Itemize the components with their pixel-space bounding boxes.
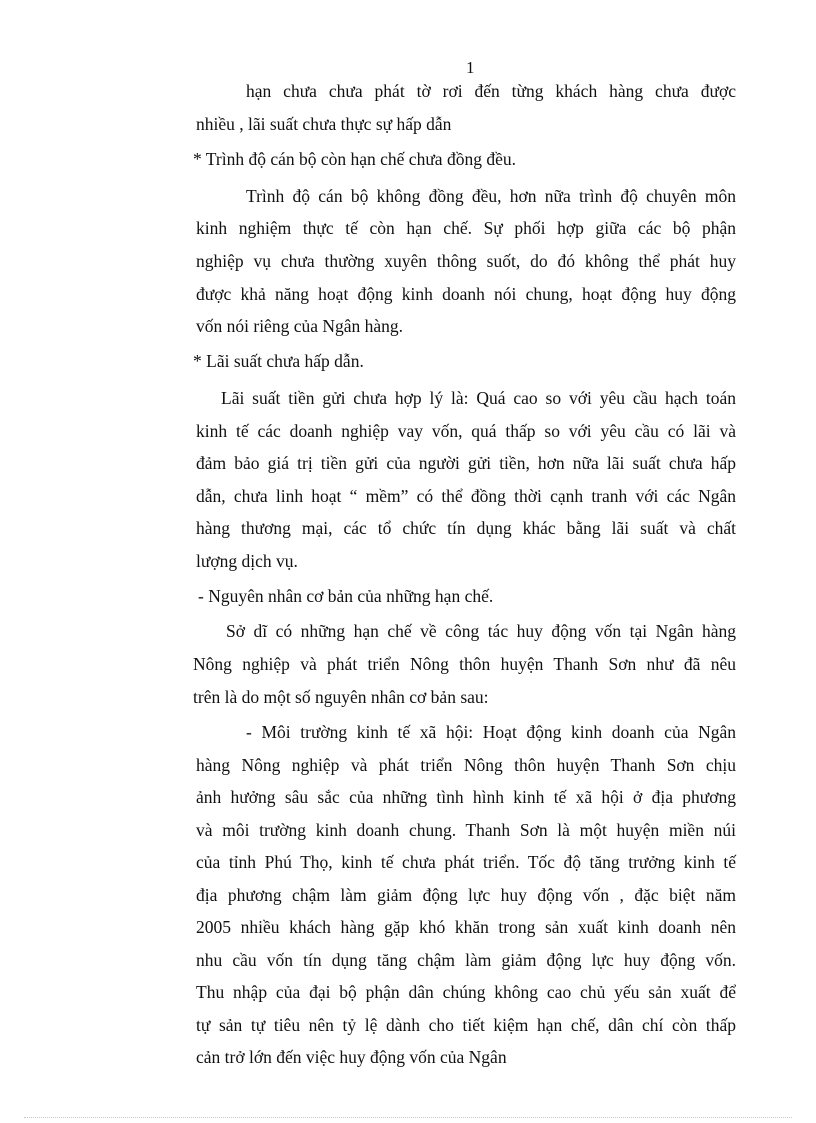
text-line: Lãi suất tiền gửi chưa hợp lý là: Quá cao so với yêu cầu hạch toán <box>221 388 736 408</box>
text-line: Sở dĩ có những hạn chế về công tác huy động vốn tại Ngân hàng <box>226 621 736 641</box>
text-line: Trình độ cán bộ không đồng đều, hơn nữa trình độ chuyên môn <box>246 186 736 206</box>
text-line: dẫn, chưa linh hoạt “ mềm” có thể đồng thời cạnh tranh với các Ngân <box>196 486 736 506</box>
text-line: - Môi trường kinh tế xã hội: Hoạt động kinh doanh của Ngân <box>246 722 736 742</box>
text-line: nhu cầu vốn tín dụng tăng chậm làm giảm động lực huy động vốn. <box>196 950 736 970</box>
text-line: nghiệp vụ chưa thường xuyên thông suốt, do đó không thể phát huy <box>196 251 736 271</box>
section-heading: * Lãi suất chưa hấp dẫn. <box>193 351 364 371</box>
page-number: 1 <box>466 58 475 77</box>
text-line: vốn nói riêng của Ngân hàng. <box>196 316 404 336</box>
text-line: hàng thương mại, các tổ chức tín dụng khác bằng lãi suất và chất <box>196 518 736 538</box>
text-line: ảnh hưởng sâu sắc của những tình hình kinh tế xã hội ở địa phương <box>196 787 736 807</box>
text-line: Nông nghiệp và phát triển Nông thôn huyện Thanh Sơn như đã nêu <box>193 654 736 674</box>
text-line: tự sản tự tiêu nên tỷ lệ dành cho tiết kiệm hạn chế, dân chí còn thấp <box>196 1015 736 1035</box>
text-line: nhiều , lãi suất chưa thực sự hấp dẫn <box>196 114 452 134</box>
text-line: kinh nghiệm thực tế còn hạn chế. Sự phối hợp giữa các bộ phận <box>196 218 736 238</box>
text-line: địa phương chậm làm giảm động lực huy động vốn , đặc biệt năm <box>196 885 736 905</box>
text-line: lượng dịch vụ. <box>196 551 298 571</box>
text-line: của tỉnh Phú Thọ, kinh tế chưa phát triển. Tốc độ tăng trưởng kinh tế <box>196 852 736 872</box>
section-heading: - Nguyên nhân cơ bản của những hạn chế. <box>198 586 494 606</box>
text-line: hạn chưa chưa phát tờ rơi đến từng khách hàng chưa được <box>246 81 736 101</box>
text-line: trên là do một số nguyên nhân cơ bản sau: <box>193 687 489 707</box>
page-bottom-rule <box>24 1117 792 1118</box>
text-line: và môi trường kinh doanh chung. Thanh Sơn là một huyện miền núi <box>196 820 736 840</box>
text-line: cản trở lớn đến việc huy động vốn của Ngân <box>196 1047 507 1067</box>
text-line: kinh tế các doanh nghiệp vay vốn, quá thấp so với yêu cầu có lãi và <box>196 421 736 441</box>
text-line: đảm bảo giá trị tiền gửi của người gửi tiền, hơn nữa lãi suất chưa hấp <box>196 453 736 473</box>
text-line: 2005 nhiều khách hàng gặp khó khăn trong sản xuất kinh doanh nên <box>196 917 736 937</box>
text-line: Thu nhập của đại bộ phận dân chúng không cao chủ yếu sản xuất để <box>196 982 736 1002</box>
text-line: được khả năng hoạt động kinh doanh nói chung, hoạt động huy động <box>196 284 736 304</box>
section-heading: * Trình độ cán bộ còn hạn chế chưa đồng đều. <box>193 149 516 169</box>
text-line: hàng Nông nghiệp và phát triển Nông thôn huyện Thanh Sơn chịu <box>196 755 736 775</box>
